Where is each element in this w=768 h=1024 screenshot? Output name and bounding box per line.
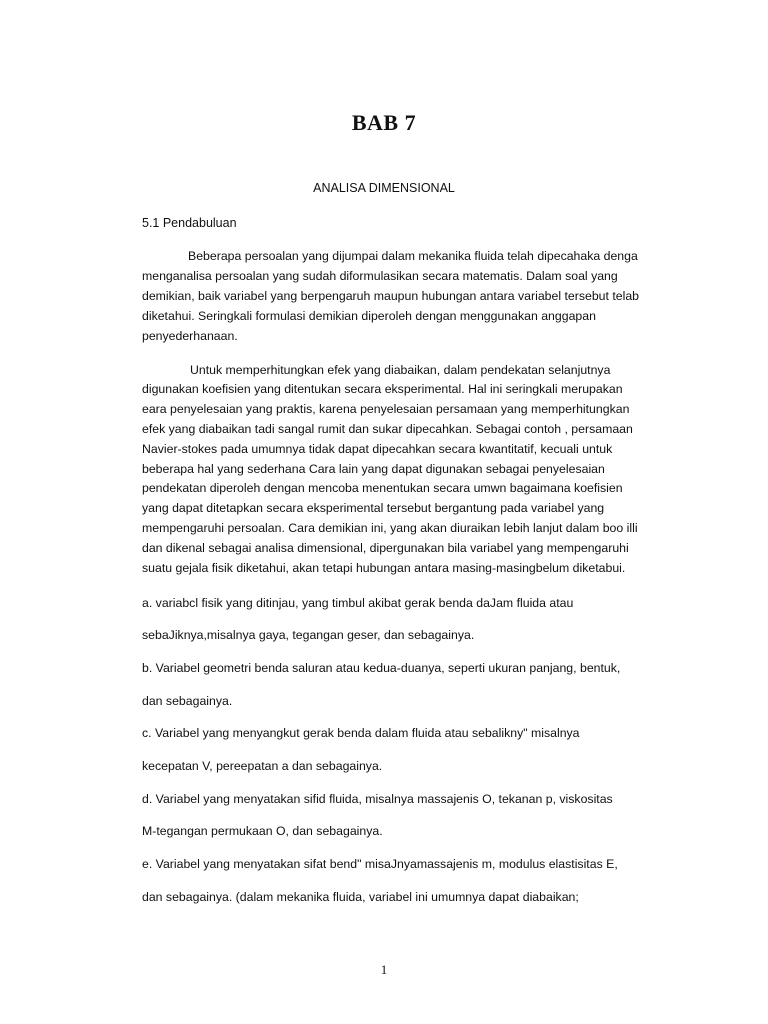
paragraph-line: yang dapat ditetapkan secara eksperimental tersebut bergantung pada variabel yang <box>142 501 605 515</box>
list-item: M-tegangan permukaan O, dan sebagainya. <box>142 824 383 838</box>
page-number: 1 <box>380 962 388 977</box>
list-item: b. Variabel geometri benda saluran atau kedua-duanya, seperti ukuran panjang, bentuk, <box>142 661 621 675</box>
paragraph-line: pendekatan diperoleh dengan mencoba menentukan secara umwn bagaimana koefisien <box>142 481 623 495</box>
paragraph-line: Navier-stokes pada umumnya tidak dapat dipecahkan secara kwantitatif, kecuali untuk <box>142 442 613 456</box>
list-item: a. variabcl fisik yang ditinjau, yang timbul akibat gerak benda daJam fluida atau <box>142 596 574 610</box>
list-item: sebaJiknya,misalnya gaya, tegangan geser, dan sebagainya. <box>142 628 475 642</box>
paragraph-line: penyederhanaan. <box>142 329 238 343</box>
list-item: dan sebagainya. <box>142 694 233 708</box>
paragraph-line: digunakan koefisien yang ditentukan secara eksperimental. Hal ini seringkali merupakan <box>142 382 623 396</box>
paragraph-line: menganalisa persoalan yang sudah diformulasikan secara matematis. Dalam soal yang <box>142 269 618 283</box>
paragraph-line: dan dikenal sebagai analisa dimensional, dipergunakan bila variabel yang mempengaruhi <box>142 541 629 555</box>
section-title: ANALISA DIMENSIONAL <box>313 181 455 195</box>
paragraph-line: beberapa hal yang sederhana Cara lain yang dapat digunakan sebagai penyelesaian <box>142 462 605 476</box>
paragraph-line: mempengaruhi persoalan. Cara demikian ini, yang akan diuraikan lebih lanjut dalam boo illi <box>142 521 638 535</box>
paragraph-line: eara penyelesaian yang praktis, karena penyelesaian persamaan yang memperhitungkan <box>142 402 630 416</box>
paragraph-line: Untuk memperhitungkan efek yang diabaikan, dalam pendekatan selanjutnya <box>190 363 611 377</box>
paragraph-line: diketahui. Seringkali formulasi demikian diperoleh dengan menggunakan anggapan <box>142 309 596 323</box>
paragraph-line: suatu gejala fisik diketahui, akan tetapi hubungan antara masing-masingbelum diketabui. <box>142 561 626 575</box>
list-item: d. Variabel yang menyatakan sifid fluida, misalnya massajenis O, tekanan p, viskositas <box>142 792 613 806</box>
paragraph-line: efek yang diabaikan tadi sangal rumit dan sukar dipecahkan. Sebagai contoh , persamaan <box>142 422 633 436</box>
chapter-title: BAB 7 <box>351 110 417 135</box>
paragraph-line: Beberapa persoalan yang dijumpai dalam mekanika fluida telah dipecahaka denga <box>188 249 638 263</box>
subsection-heading: 5.1 Pendabuluan <box>142 216 237 230</box>
list-item: c. Variabel yang menyangkut gerak benda dalam fluida atau sebalikny" misalnya <box>142 726 580 740</box>
list-item: kecepatan V, pereepatan a dan sebagainya. <box>142 759 383 773</box>
paragraph-line: demikian, baik variabel yang berpengaruh maupun hubungan antara variabel tersebut telab <box>142 289 639 303</box>
list-item: e. Variabel yang menyatakan sifat bend" misaJnyamassajenis m, modulus elastisitas E, <box>142 857 618 871</box>
list-item: dan sebagainya. (dalam mekanika fluida, variabel ini umumnya dapat diabaikan; <box>142 890 579 904</box>
